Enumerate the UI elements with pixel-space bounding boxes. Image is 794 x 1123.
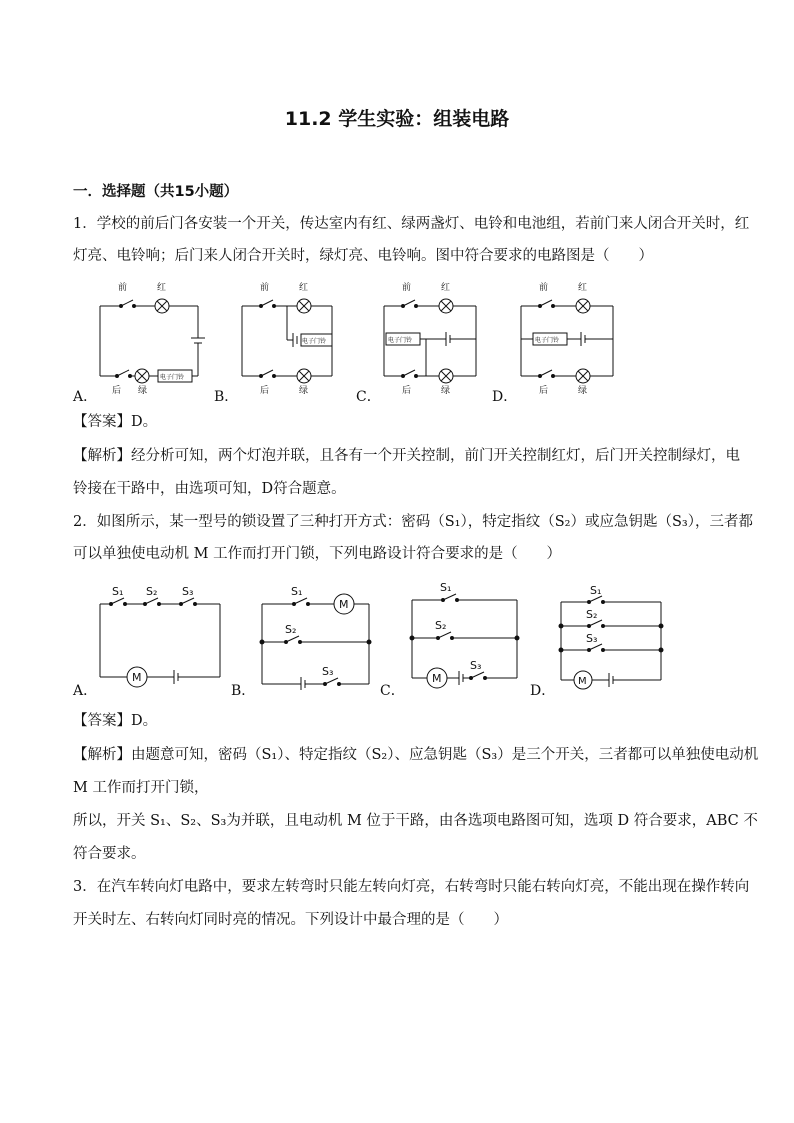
q1-analysis-line1: 【解析】经分析可知，两个灯泡并联，且各有一个开关控制，前门开关控制红灯，后门开关控制绿灯，电 bbox=[73, 448, 740, 464]
q2-analysis-line3: 所以，开关 S₁、S₂、S₃为并联，且电动机 M 位于干路，由各选项电路图可知，选项 D 符合要求，ABC 不 bbox=[73, 813, 758, 829]
q1-stem-line2: 灯亮、电铃响；后门来人闭合开关时，绿灯亮、电铃响。图中符合要求的电路图是（ ） bbox=[73, 248, 653, 264]
q2c-s1-label: S₁ bbox=[440, 581, 452, 594]
q3-stem-line2: 开关时左、右转向灯同时亮的情况。下列设计中最合理的是（ ） bbox=[73, 912, 508, 928]
q1b-green-label: 绿 bbox=[299, 386, 309, 396]
q2c-motor-label: M bbox=[432, 672, 442, 685]
q2d-motor-label: M bbox=[578, 676, 587, 687]
q1b-red-label: 红 bbox=[299, 283, 309, 293]
q2-option-d-circuit bbox=[553, 580, 673, 690]
q2-option-b-label: B． bbox=[231, 683, 256, 699]
q2-analysis-line2: M 工作而打开门锁， bbox=[73, 780, 209, 796]
q2-option-b-circuit bbox=[255, 580, 380, 690]
q1-analysis-line2: 铃接在干路中，由选项可知，D符合题意。 bbox=[73, 481, 346, 497]
q2a-s1-label: S₁ bbox=[112, 585, 124, 598]
q1d-bell-label: 电子门铃 bbox=[535, 337, 560, 344]
q1a-back-label: 后 bbox=[112, 386, 122, 396]
page-title: 11.2 学生实验：组装电路 bbox=[284, 108, 510, 130]
q2-stem-line1: 2．如图所示，某一型号的锁设置了三种打开方式：密码（S₁），特定指纹（S₂）或应急钥匙（S₃），三者都 bbox=[73, 514, 753, 530]
q1a-green-label: 绿 bbox=[138, 386, 148, 396]
q2-option-a-label: A． bbox=[73, 683, 98, 699]
q1c-green-label: 绿 bbox=[441, 386, 451, 396]
q2-answer: 【答案】D。 bbox=[73, 713, 158, 729]
q1c-red-label: 红 bbox=[441, 283, 451, 293]
q2a-motor-label: M bbox=[132, 671, 142, 684]
q1-option-a-circuit bbox=[90, 276, 215, 401]
q2b-s3-label: S₃ bbox=[322, 665, 334, 678]
q2a-s3-label: S₃ bbox=[182, 585, 194, 598]
q1d-green-label: 绿 bbox=[578, 386, 588, 396]
q1-option-c-circuit bbox=[374, 276, 489, 401]
q1-stem-line1: 1．学校的前后门各安装一个开关，传达室内有红、绿两盏灯、电铃和电池组，若前门来人闭合开关时，红 bbox=[73, 216, 750, 232]
q2-analysis-line4: 符合要求。 bbox=[73, 846, 146, 862]
q1-option-d-label: D． bbox=[492, 389, 518, 405]
q1-option-b-circuit bbox=[232, 276, 347, 401]
q2b-s1-label: S₁ bbox=[291, 585, 303, 598]
q1b-front-label: 前 bbox=[260, 283, 270, 293]
q2-analysis-line1: 【解析】由题意可知，密码（S₁）、特定指纹（S₂）、应急钥匙（S₃）是三个开关，三者都可以单独使电动机 bbox=[73, 747, 759, 763]
q2-stem-line2: 可以单独使电动机 M 工作而打开门锁，下列电路设计符合要求的是（ ） bbox=[73, 546, 562, 562]
q1b-bell-label: 电子门铃 bbox=[302, 338, 327, 345]
q2c-s2-label: S₂ bbox=[435, 619, 447, 632]
q1-option-c-label: C． bbox=[356, 389, 381, 405]
q1c-bell-label: 电子门铃 bbox=[388, 337, 413, 344]
q2d-s2-label: S₂ bbox=[586, 608, 598, 621]
q2-option-d-label: D． bbox=[530, 683, 556, 699]
q2c-s3-label: S₃ bbox=[470, 659, 482, 672]
q1c-back-label: 后 bbox=[402, 386, 412, 396]
q1d-front-label: 前 bbox=[539, 283, 549, 293]
q1a-front-label: 前 bbox=[118, 283, 128, 293]
q2d-s1-label: S₁ bbox=[590, 584, 602, 597]
q1-option-b-label: B． bbox=[214, 389, 239, 405]
q1-option-d-circuit bbox=[511, 276, 626, 401]
q2b-s2-label: S₂ bbox=[285, 623, 297, 636]
q3-stem-line1: 3．在汽车转向灯电路中，要求左转弯时只能左转向灯亮，右转弯时只能右转向灯亮，不能出现在操作转向 bbox=[73, 879, 750, 895]
q1a-red-label: 红 bbox=[157, 283, 167, 293]
q2-option-c-label: C． bbox=[380, 683, 405, 699]
q2d-s3-label: S₃ bbox=[586, 632, 598, 645]
q2a-s2-label: S₂ bbox=[146, 585, 158, 598]
section-heading: 一．选择题（共15小题） bbox=[73, 184, 239, 200]
q1-answer: 【答案】D。 bbox=[73, 414, 158, 430]
q1b-back-label: 后 bbox=[260, 386, 270, 396]
q2-option-a-circuit bbox=[92, 580, 227, 690]
q1d-red-label: 红 bbox=[578, 283, 588, 293]
q1c-front-label: 前 bbox=[402, 283, 412, 293]
q2-option-c-circuit bbox=[404, 578, 529, 690]
q1-option-a-label: A． bbox=[73, 389, 98, 405]
q1d-back-label: 后 bbox=[539, 386, 549, 396]
q1a-bell-label: 电子门铃 bbox=[160, 374, 185, 381]
q2b-motor-label: M bbox=[339, 598, 349, 611]
